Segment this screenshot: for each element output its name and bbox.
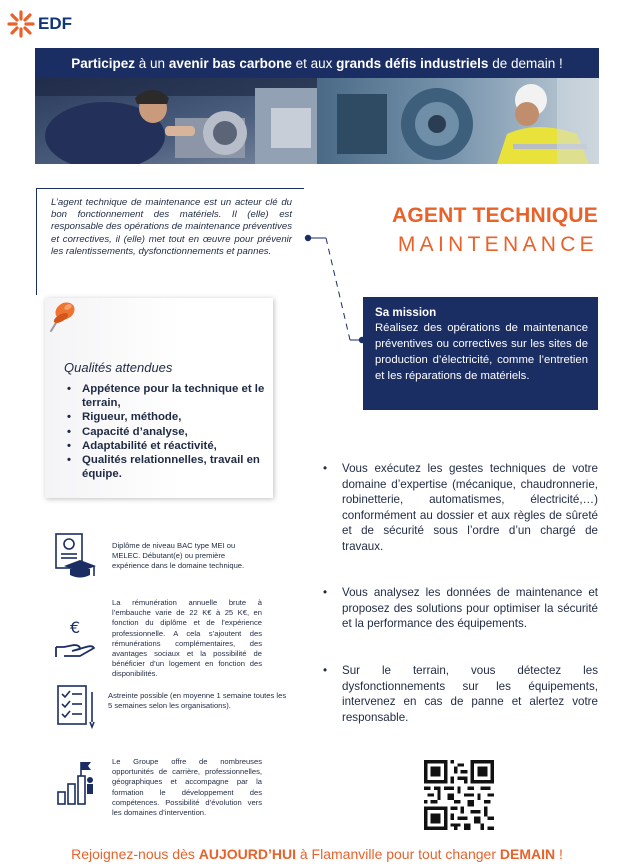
task-item: [322, 461, 598, 554]
job-title-line2: MAINTENANCE: [397, 233, 598, 256]
bullet-icon: •: [323, 664, 328, 677]
headline-banner: [35, 48, 599, 78]
header-photos: [35, 78, 599, 164]
footer-text-3: à Flamanville pour tout changer: [295, 846, 500, 862]
task-text: Sur le terrain, vous détectez les dysfonctionnements sur les équipements, intervenez en cas de panne et alertez votre responsable.: [342, 664, 598, 724]
task-text: Vous exécutez les gestes techniques de votre domaine d’expertise (mécanique, chaudronnerie, robinetterie, automatismes, électricité,…) conformément au dossier et aux règles de sûreté et de sécurité sous l’ordre d’un chargé de travaux.: [342, 462, 598, 553]
checklist-icon: [52, 682, 102, 732]
qualities-card: [45, 298, 273, 498]
qualities-heading: Qualités attendues: [64, 360, 173, 375]
banner-text-3: avenir bas carbone: [168, 55, 292, 71]
task-item: [322, 663, 598, 725]
condition-text-career: Le Groupe offre de nombreuses opportunités de carrière, professionnelles, géographiques et accompagne par la formation le développement des compétences. Possibilité d’évolution vers les domaines d’intervention.: [112, 757, 262, 818]
condition-text-diploma: Diplôme de niveau BAC type MEI ou MELEC. Débutant(e) ou première expérience dans le domaine technique.: [112, 541, 245, 571]
quality-item: • Appétence pour la technique et le terrain,: [67, 382, 267, 410]
job-title-line1: AGENT TECHNIQUE: [391, 204, 598, 227]
footer-text-4: DEMAIN: [499, 846, 556, 862]
condition-text-salary: La rémunération annuelle brute à l’embauche varie de 22 K€ à 25 K€, en fonction du diplôme et de l’expérience professionnelle. A cela s’ajoutent des rémunérations complémentaires, des avantages sociaux et la possibilité de bénéficier d’un logement en fonction des disponibilités.: [112, 598, 262, 679]
quality-item: • Capacité d’analyse,: [67, 425, 267, 439]
diploma-icon: [50, 530, 100, 580]
career-growth-icon: [52, 758, 102, 808]
mission-box: [363, 297, 598, 410]
quality-item: • Qualités relationnelles, travail en équipe.: [67, 453, 267, 481]
mission-text: Réalisez des opérations de maintenance préventives ou correctives sur les sites de production d’électricité, comme l’entretien et les réparations de matériels.: [375, 322, 588, 382]
footer-text-1: Rejoignez-nous dès: [71, 846, 199, 862]
bullet-icon: •: [323, 462, 328, 475]
euro-hand-icon: [52, 615, 102, 665]
banner-text-2: à un: [135, 55, 169, 71]
edf-logo: [6, 8, 86, 40]
banner-text-6: de demain !: [488, 55, 563, 71]
condition-text-oncall: Astreinte possible (en moyenne 1 semaine toutes les 5 semaines selon les organisations).: [108, 691, 287, 711]
technician-photo-right: [317, 78, 599, 164]
quality-item: • Adaptabilité et réactivité,: [67, 439, 267, 453]
footer-text-5: !: [555, 846, 563, 862]
intro-paragraph: L’agent technique de maintenance est un acteur clé du bon fonctionnement des matériels. Il (elle) est responsable des opérations de maintenance préventives et correctives, il (elle) met tout en œuvre pour prévenir les ralentissements, dysfonctionnements et pannes.: [36, 188, 304, 295]
banner-text-1: Participez: [71, 55, 136, 71]
task-text: Vous analysez les données de maintenance et proposez des solutions pour optimiser la sécurité et la performance des équipements.: [342, 586, 598, 630]
banner-text-4: et aux: [291, 55, 337, 71]
qr-code[interactable]: [424, 760, 494, 830]
pushpin-icon: [47, 298, 81, 334]
quality-item: • Rigueur, méthode,: [67, 410, 267, 424]
bullet-icon: •: [323, 586, 328, 599]
footer-text-2: AUJOURD’HUI: [198, 846, 296, 862]
edf-sun-icon: [6, 9, 36, 39]
mission-heading: Sa mission: [375, 306, 437, 319]
qualities-list: [67, 382, 267, 481]
banner-text-5: grands défis industriels: [336, 55, 489, 71]
svg-text:€: €: [70, 618, 81, 637]
edf-logo-text: EDF: [38, 14, 72, 33]
task-item: [322, 585, 598, 632]
technician-photo-left: [35, 78, 317, 164]
footer-call-to-action: [0, 846, 634, 862]
